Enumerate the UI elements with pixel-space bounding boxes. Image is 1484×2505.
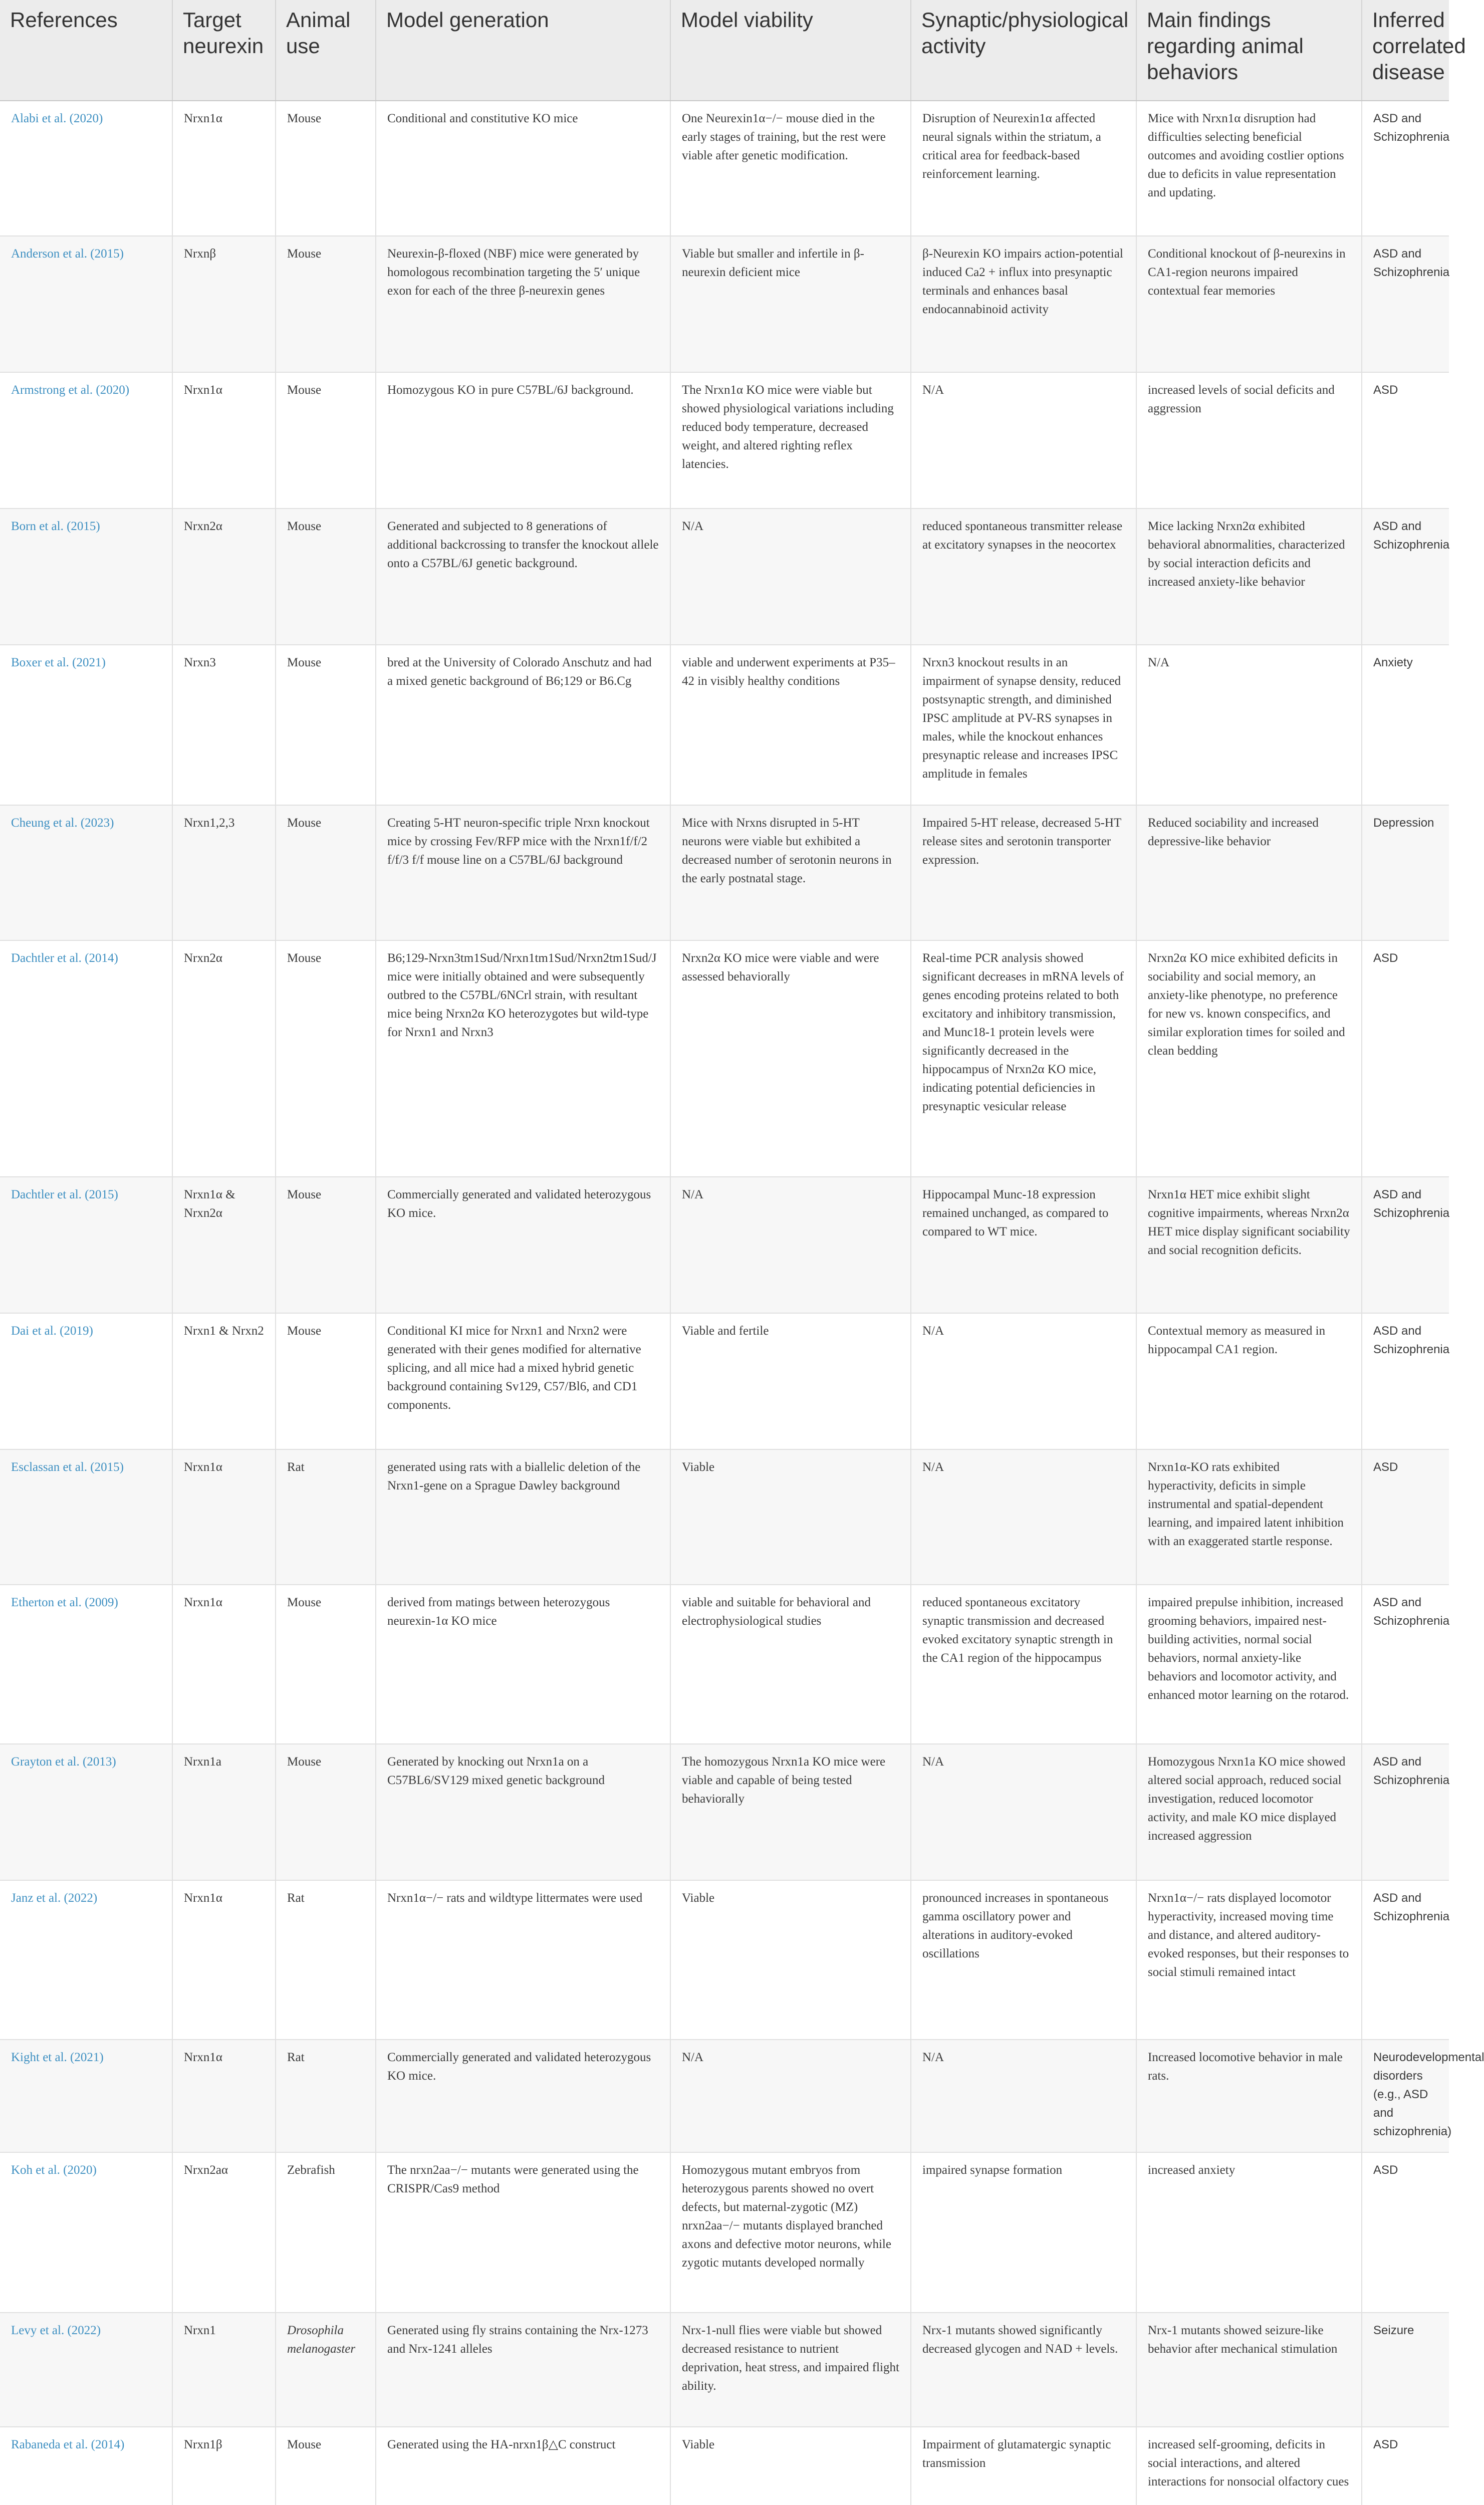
synaptic-activity-cell: Nrx-1 mutants showed significantly decreased glycogen and NAD + levels. (911, 2313, 1136, 2427)
model-generation-cell: Homozygous KO in pure C57BL/6J background. (376, 372, 670, 509)
target-neurexin-cell: Nrxn2α (172, 509, 276, 645)
animal-use-cell: Mouse (276, 940, 376, 1177)
target-neurexin-cell: Nrxn3 (172, 645, 276, 805)
model-viability-cell: The homozygous Nrxn1a KO mice were viable and capable of being tested behaviorally (670, 1744, 911, 1880)
table-row (0, 101, 1449, 236)
reference-link[interactable]: Dachtler et al. (2014) (0, 940, 172, 1177)
table-row (0, 805, 1449, 940)
behavior-findings-cell: increased anxiety (1136, 2152, 1362, 2313)
synaptic-activity-cell: reduced spontaneous transmitter release at excitatory synapses in the neocortex (911, 509, 1136, 645)
table-row (0, 509, 1449, 645)
reference-link[interactable]: Levy et al. (2022) (0, 2313, 172, 2427)
animal-use-cell: Rat (276, 2040, 376, 2152)
table-body (0, 101, 1484, 2505)
behavior-findings-cell: Nrxn2α KO mice exhibited deficits in sociability and social memory, an anxiety-like phenotype, no preference for new vs. known conspecifics, and similar exploration times for soiled and clean bedding (1136, 940, 1362, 1177)
synaptic-activity-cell: Impaired 5-HT release, decreased 5-HT release sites and serotonin transporter expression. (911, 805, 1136, 940)
target-neurexin-cell: Nrxn1β (172, 2427, 276, 2505)
behavior-findings-cell: impaired prepulse inhibition, increased grooming behaviors, impaired nest-building activities, normal social behaviors, normal anxiety-like behaviors and locomotor activity, and enhanced motor learning on the rotarod. (1136, 1585, 1362, 1744)
model-generation-cell: Neurexin-β-floxed (NBF) mice were generated by homologous recombination targeting the 5′ unique exon for each of the three β-neurexin genes (376, 236, 670, 372)
reference-link[interactable]: Armstrong et al. (2020) (0, 372, 172, 509)
reference-link[interactable]: Etherton et al. (2009) (0, 1585, 172, 1744)
model-generation-cell: Generated by knocking out Nrxn1a on a C57BL6/SV129 mixed genetic background (376, 1744, 670, 1880)
header-model-generation: Model generation (376, 0, 670, 101)
behavior-findings-cell: Reduced sociability and increased depressive-like behavior (1136, 805, 1362, 940)
table-row (0, 236, 1449, 372)
inferred-disease-cell: ASD and Schizophrenia (1362, 509, 1449, 645)
model-generation-cell: Generated using fly strains containing the Nrx-1273 and Nrx-1241 alleles (376, 2313, 670, 2427)
inferred-disease-cell: ASD and Schizophrenia (1362, 1880, 1449, 2040)
model-generation-cell: The nrxn2aa−/− mutants were generated using the CRISPR/Cas9 method (376, 2152, 670, 2313)
synaptic-activity-cell: N/A (911, 372, 1136, 509)
table-row (0, 2152, 1449, 2313)
reference-link[interactable]: Cheung et al. (2023) (0, 805, 172, 940)
target-neurexin-cell: Nrxn2α (172, 940, 276, 1177)
model-viability-cell: Viable (670, 2427, 911, 2505)
model-generation-cell: Generated and subjected to 8 generations of additional backcrossing to transfer the knockout allele onto a C57BL/6J genetic background. (376, 509, 670, 645)
synaptic-activity-cell: β-Neurexin KO impairs action-potential induced Ca2 + influx into presynaptic terminals and enhances basal endocannabinoid activity (911, 236, 1136, 372)
inferred-disease-cell: Seizure (1362, 2313, 1449, 2427)
behavior-findings-cell: Increased locomotive behavior in male rats. (1136, 2040, 1362, 2152)
synaptic-activity-cell: Real-time PCR analysis showed significant decreases in mRNA levels of genes encoding proteins related to both excitatory and inhibitory transmission, and Munc18-1 protein levels were significantly decreased in the hippocampus of Nrxn2α KO mice, indicating potential deficiencies in presynaptic vesicular release (911, 940, 1136, 1177)
reference-link[interactable]: Janz et al. (2022) (0, 1880, 172, 2040)
behavior-findings-cell: Contextual memory as measured in hippocampal CA1 region. (1136, 1313, 1362, 1449)
reference-link[interactable]: Grayton et al. (2013) (0, 1744, 172, 1880)
model-viability-cell: Nrx-1-null flies were viable but showed decreased resistance to nutrient deprivation, heat stress, and impaired flight ability. (670, 2313, 911, 2427)
animal-use-cell: Mouse (276, 236, 376, 372)
reference-link[interactable]: Anderson et al. (2015) (0, 236, 172, 372)
model-generation-cell: generated using rats with a biallelic deletion of the Nrxn1-gene on a Sprague Dawley background (376, 1449, 670, 1585)
table-row (0, 2313, 1449, 2427)
table-row (0, 1744, 1449, 1880)
table-row (0, 1313, 1449, 1449)
animal-use-cell: Mouse (276, 1313, 376, 1449)
inferred-disease-cell: ASD and Schizophrenia (1362, 1585, 1449, 1744)
animal-use-cell: Rat (276, 1880, 376, 2040)
behavior-findings-cell: Mice with Nrxn1α disruption had difficulties selecting beneficial outcomes and avoiding costlier options due to deficits in value representation and updating. (1136, 101, 1362, 236)
synaptic-activity-cell: Hippocampal Munc-18 expression remained unchanged, as compared to compared to WT mice. (911, 1177, 1136, 1313)
inferred-disease-cell: ASD (1362, 2152, 1449, 2313)
behavior-findings-cell: Nrxn1α-KO rats exhibited hyperactivity, deficits in simple instrumental and spatial-dependent learning, and impaired latent inhibition with an exaggerated startle response. (1136, 1449, 1362, 1585)
target-neurexin-cell: Nrxn1α (172, 1880, 276, 2040)
target-neurexin-cell: Nrxn1α (172, 2040, 276, 2152)
target-neurexin-cell: Nrxn1,2,3 (172, 805, 276, 940)
model-generation-cell: Creating 5-HT neuron-specific triple Nrxn knockout mice by crossing Fev/RFP mice with the Nrxn1f/f/2 f/f/3 f/f mouse line on a C57BL/6J background (376, 805, 670, 940)
behavior-findings-cell: N/A (1136, 645, 1362, 805)
animal-use-cell: Mouse (276, 1585, 376, 1744)
target-neurexin-cell: Nrxn1 & Nrxn2 (172, 1313, 276, 1449)
target-neurexin-cell: Nrxn1α (172, 372, 276, 509)
reference-link[interactable]: Esclassan et al. (2015) (0, 1449, 172, 1585)
inferred-disease-cell: ASD (1362, 2427, 1449, 2505)
model-viability-cell: Viable and fertile (670, 1313, 911, 1449)
inferred-disease-cell: ASD and Schizophrenia (1362, 101, 1449, 236)
inferred-disease-cell: Neurodevelopmental disorders (e.g., ASD and schizophrenia) (1362, 2040, 1449, 2152)
header-target-neurexin: Target neurexin (172, 0, 276, 101)
animal-use-cell: Mouse (276, 2427, 376, 2505)
model-viability-cell: viable and suitable for behavioral and electrophysiological studies (670, 1585, 911, 1744)
behavior-findings-cell: Conditional knockout of β-neurexins in CA1-region neurons impaired contextual fear memories (1136, 236, 1362, 372)
animal-use-cell: Drosophila melanogaster (276, 2313, 376, 2427)
reference-link[interactable]: Dachtler et al. (2015) (0, 1177, 172, 1313)
header-synaptic-activity: Synaptic/physiological activity (911, 0, 1136, 101)
model-viability-cell: viable and underwent experiments at P35–42 in visibly healthy conditions (670, 645, 911, 805)
header-references: References (0, 0, 172, 101)
reference-link[interactable]: Koh et al. (2020) (0, 2152, 172, 2313)
animal-use-cell: Mouse (276, 645, 376, 805)
model-generation-cell: Nrxn1α−/− rats and wildtype littermates were used (376, 1880, 670, 2040)
table-row (0, 1880, 1449, 2040)
reference-link[interactable]: Alabi et al. (2020) (0, 101, 172, 236)
model-viability-cell: The Nrxn1α KO mice were viable but showed physiological variations including reduced body temperature, decreased weight, and altered righting reflex latencies. (670, 372, 911, 509)
inferred-disease-cell: ASD and Schizophrenia (1362, 1744, 1449, 1880)
target-neurexin-cell: Nrxn1α & Nrxn2α (172, 1177, 276, 1313)
reference-link[interactable]: Rabaneda et al. (2014) (0, 2427, 172, 2505)
model-viability-cell: Viable but smaller and infertile in β-neurexin deficient mice (670, 236, 911, 372)
animal-use-cell: Zebrafish (276, 2152, 376, 2313)
model-generation-cell: Conditional KI mice for Nrxn1 and Nrxn2 were generated with their genes modified for alternative splicing, and all mice had a mixed hybrid genetic background containing Sv129, C57/Bl6, and CD1 components. (376, 1313, 670, 1449)
behavior-findings-cell: increased levels of social deficits and aggression (1136, 372, 1362, 509)
synaptic-activity-cell: reduced spontaneous excitatory synaptic transmission and decreased evoked excitatory synaptic strength in the CA1 region of the hippocampus (911, 1585, 1136, 1744)
synaptic-activity-cell: N/A (911, 2040, 1136, 2152)
table-row (0, 1177, 1449, 1313)
model-viability-cell: N/A (670, 2040, 911, 2152)
table-row (0, 372, 1449, 509)
model-viability-cell: N/A (670, 509, 911, 645)
table-row (0, 2040, 1449, 2152)
behavior-findings-cell: Mice lacking Nrxn2α exhibited behavioral abnormalities, characterized by social interaction deficits and increased anxiety-like behavior (1136, 509, 1362, 645)
synaptic-activity-cell: N/A (911, 1744, 1136, 1880)
table-row (0, 645, 1449, 805)
synaptic-activity-cell: N/A (911, 1449, 1136, 1585)
model-viability-cell: N/A (670, 1177, 911, 1313)
table-row (0, 1449, 1449, 1585)
inferred-disease-cell: ASD (1362, 372, 1449, 509)
inferred-disease-cell: Anxiety (1362, 645, 1449, 805)
target-neurexin-cell: Nrxn1α (172, 101, 276, 236)
model-viability-cell: Homozygous mutant embryos from heterozygous parents showed no overt defects, but maternal-zygotic (MZ) nrxn2aa−/− mutants displayed branched axons and defective motor neurons, while zygotic mutants developed normally (670, 2152, 911, 2313)
reference-link[interactable]: Kight et al. (2021) (0, 2040, 172, 2152)
reference-link[interactable]: Boxer et al. (2021) (0, 645, 172, 805)
model-generation-cell: B6;129-Nrxn3tm1Sud/Nrxn1tm1Sud/Nrxn2tm1Sud/J mice were initially obtained and were subsequently outbred to the C57BL/6NCrl strain, with resultant mice being Nrxn2α KO heterozygotes but wild-type for Nrxn1 and Nrxn3 (376, 940, 670, 1177)
target-neurexin-cell: Nrxn1α (172, 1585, 276, 1744)
table-row (0, 940, 1449, 1177)
model-viability-cell: Mice with Nrxns disrupted in 5-HT neurons were viable but exhibited a decreased number of serotonin neurons in the early postnatal stage. (670, 805, 911, 940)
header-inferred-disease: Inferred correlated disease (1362, 0, 1449, 101)
table-row (0, 2427, 1449, 2505)
animal-use-cell: Mouse (276, 372, 376, 509)
header-model-viability: Model viability (670, 0, 911, 101)
model-generation-cell: Commercially generated and validated heterozygous KO mice. (376, 2040, 670, 2152)
model-generation-cell: Generated using the HA-nrxn1β△C construct (376, 2427, 670, 2505)
model-generation-cell: bred at the University of Colorado Anschutz and had a mixed genetic background of B6;129 or B6.Cg (376, 645, 670, 805)
synaptic-activity-cell: pronounced increases in spontaneous gamma oscillatory power and alterations in auditory-evoked oscillations (911, 1880, 1136, 2040)
synaptic-activity-cell: Disruption of Neurexin1α affected neural signals within the striatum, a critical area for feedback-based reinforcement learning. (911, 101, 1136, 236)
behavior-findings-cell: Nrxn1α HET mice exhibit slight cognitive impairments, whereas Nrxn2α HET mice display significant sociability and social recognition deficits. (1136, 1177, 1362, 1313)
inferred-disease-cell: ASD and Schizophrenia (1362, 236, 1449, 372)
table-row (0, 1585, 1449, 1744)
model-viability-cell: Nrxn2α KO mice were viable and were assessed behaviorally (670, 940, 911, 1177)
model-viability-cell: Viable (670, 1880, 911, 2040)
inferred-disease-cell: Depression (1362, 805, 1449, 940)
synaptic-activity-cell: impaired synapse formation (911, 2152, 1136, 2313)
header-animal-use: Animal use (276, 0, 376, 101)
model-generation-cell: Conditional and constitutive KO mice (376, 101, 670, 236)
inferred-disease-cell: ASD (1362, 940, 1449, 1177)
animal-use-cell: Mouse (276, 805, 376, 940)
inferred-disease-cell: ASD and Schizophrenia (1362, 1313, 1449, 1449)
target-neurexin-cell: Nrxn1α (172, 1449, 276, 1585)
synaptic-activity-cell: N/A (911, 1313, 1136, 1449)
model-generation-cell: Commercially generated and validated heterozygous KO mice. (376, 1177, 670, 1313)
animal-use-cell: Mouse (276, 101, 376, 236)
reference-link[interactable]: Dai et al. (2019) (0, 1313, 172, 1449)
behavior-findings-cell: increased self-grooming, deficits in social interactions, and altered interactions for nonsocial olfactory cues (1136, 2427, 1362, 2505)
behavior-findings-cell: Nrx-1 mutants showed seizure-like behavior after mechanical stimulation (1136, 2313, 1362, 2427)
target-neurexin-cell: Nrxn2aα (172, 2152, 276, 2313)
synaptic-activity-cell: Nrxn3 knockout results in an impairment of synapse density, reduced postsynaptic strength, and diminished IPSC amplitude at PV-RS synapses in males, while the knockout enhances presynaptic release and increases IPSC amplitude in females (911, 645, 1136, 805)
header-main-findings: Main findings regarding animal behaviors (1136, 0, 1362, 101)
animal-use-cell: Mouse (276, 1177, 376, 1313)
model-viability-cell: Viable (670, 1449, 911, 1585)
animal-use-cell: Mouse (276, 509, 376, 645)
animal-use-cell: Rat (276, 1449, 376, 1585)
model-viability-cell: One Neurexin1α−/− mouse died in the early stages of training, but the rest were viable after genetic modification. (670, 101, 911, 236)
header-row (0, 0, 1449, 101)
target-neurexin-cell: Nrxn1a (172, 1744, 276, 1880)
behavior-findings-cell: Homozygous Nrxn1a KO mice showed altered social approach, reduced social investigation, reduced locomotor activity, and male KO mice displayed increased aggression (1136, 1744, 1362, 1880)
animal-use-cell: Mouse (276, 1744, 376, 1880)
synaptic-activity-cell: Impairment of glutamatergic synaptic transmission (911, 2427, 1136, 2505)
target-neurexin-cell: Nrxnβ (172, 236, 276, 372)
inferred-disease-cell: ASD (1362, 1449, 1449, 1585)
behavior-findings-cell: Nrxn1α−/− rats displayed locomotor hyperactivity, increased moving time and distance, and altered auditory-evoked responses, but their responses to social stimuli remained intact (1136, 1880, 1362, 2040)
inferred-disease-cell: ASD and Schizophrenia (1362, 1177, 1449, 1313)
reference-link[interactable]: Born et al. (2015) (0, 509, 172, 645)
model-generation-cell: derived from matings between heterozygous neurexin-1α KO mice (376, 1585, 670, 1744)
target-neurexin-cell: Nrxn1 (172, 2313, 276, 2427)
